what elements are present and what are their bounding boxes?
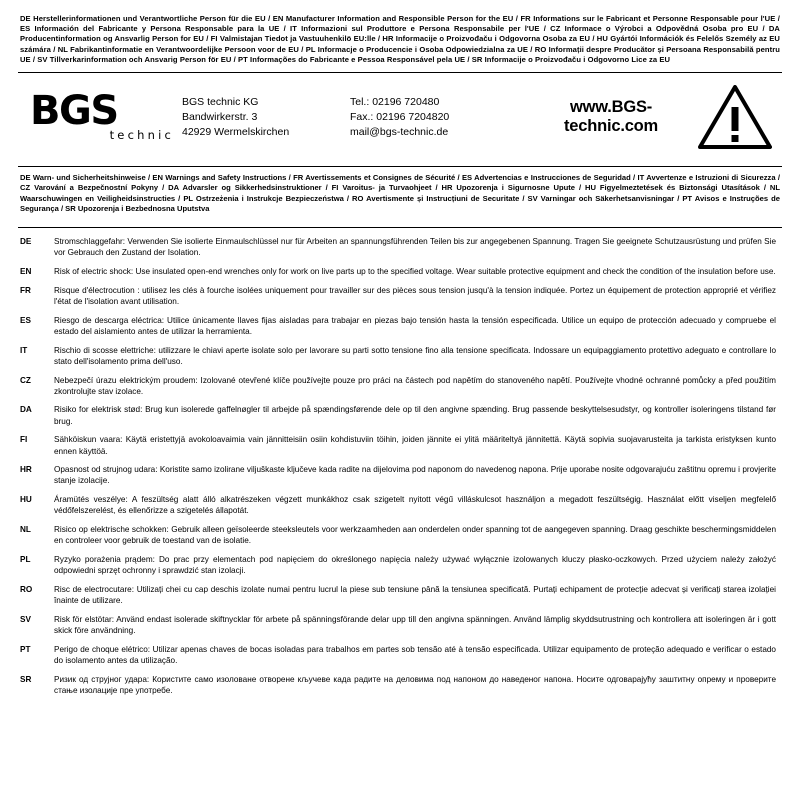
instruction-text: Rischio di scosse elettriche: utilizzare le chiavi aperte isolate solo per lavorare su parti sotto tensione fino alla tensione specificata. Indossare un equipaggiamento protettivo adeguato e controllare lo stato dell'isolamento prima dell'uso. — [54, 345, 776, 366]
instruction-text: Risc de electrocutare: Utilizați chei cu cap deschis izolate numai pentru lucrul la piese sub tensiune până la tensiunea specificată. Purtați echipament de protecție adecvat și verificați starea izolației înainte de utilizare. — [54, 584, 776, 606]
language-code: SV — [20, 614, 31, 624]
list-item — [20, 494, 780, 516]
language-code: NL — [20, 525, 31, 535]
language-code: IT — [20, 345, 28, 355]
list-item — [20, 375, 780, 397]
language-code: DA — [20, 405, 32, 415]
language-code: ES — [20, 315, 31, 325]
instruction-text: Risiko for elektrisk stød: Brug kun isolerede gaffelnøgler til arbejde på spændingsførende dele op til den angivne spænding. Brug passende beskyttelsesudstyr, og kontroller isoleringens tilstand før brug. — [54, 405, 776, 426]
list-item — [20, 614, 780, 636]
instruction-text: Risico op elektrische schokken: Gebruik alleen geïsoleerde steeksleutels voor werkzaamheden aan onderdelen onder spanning tot de aangegeven spanning. Draag geschikte beschermingsmiddelen en controleer voor gebruik de toestand van de isolatie. — [54, 525, 776, 546]
fax-line — [350, 110, 530, 125]
list-item — [20, 584, 780, 606]
language-code: CZ — [20, 375, 31, 385]
company-address — [182, 95, 350, 140]
instruction-text: Sähköiskun vaara: Käytä eristettyjä avokoloavaimia vain jännitteisiin osiin kohdistuviin töihin, joiden jännite ei ylitä määriteltyä jännitettä. Käytä sopivia suojavarusteita ja tarkista eristyksen kunto ennen käyttöä. — [54, 435, 776, 456]
bgs-logo — [22, 88, 182, 143]
instruction-text: Ризик од струјног удара: Користите само изоловане отворене кључеве када радите на деловима под напоном до наведеног напона. Носите одговарајућу заштитну опрему и проверите стање изолације пре употребе. — [54, 674, 776, 695]
list-item — [20, 674, 780, 696]
fax-label: Fax.: — [350, 110, 374, 123]
fax-value: 02196 7204820 — [376, 110, 450, 123]
company-city: 42929 Wermelskirchen — [182, 125, 290, 138]
language-code: FI — [20, 435, 28, 445]
instruction-text: Risque d'électrocution : utilisez les clés à fourche isolées uniquement pour travailler sur des pièces sous tension jusqu'à la tension indiquée. Portez un équipement de protection approprié et vérifiez l'état de l'isolation avant utilisation. — [54, 285, 776, 307]
instruction-text: Ryzyko porażenia prądem: Do prac przy elementach pod napięciem do określonego napięcia należy używać wyłącznie izolowanych kluczy płasko-oczkowych. Przed użyciem należy założyć odpowiedni sprzęt ochronny i sprawdzić stan izolacji. — [54, 554, 776, 576]
instruction-text: Áramütés veszélye: A feszültség alatt álló alkatrészeken végzett munkákhoz csak szigetelt nyitott végű villáskulcsot használjon a megadott feszültségig. Használat előtt viseljen megfelelő védőfelszerelést, és ellenőrizze a szigetelés állapotát. — [54, 495, 776, 516]
instruction-text: Riesgo de descarga eléctrica: Utilice únicamente llaves fijas aisladas para trabajar en piezas bajo tensión hasta la tensión especificada. Utilice un equipo de protección adecuado y compruebe el estado del aislamiento antes de utilizar la herramienta. — [54, 315, 776, 336]
instruction-text: Nebezpečí úrazu elektrickým proudem: Izolované otevřené klíče používejte pouze pro práci na částech pod napětím do stanoveného napětí. Používejte vhodné ochranné pomůcky a před použitím zkontrolujte stav izolace. — [54, 375, 776, 396]
warning-triangle-icon-cell — [692, 85, 778, 149]
instruction-text: Opasnost od strujnog udara: Koristite samo izolirane viljuškaste ključeve kada radite na dijelovima pod naponom do navedenog napona. Prije uporabe nosite odgovarajuću zaštitnu opremu i provjerite stanje izolacije. — [54, 465, 776, 486]
warnings-title-strip: DE Warn- und Sicherheitshinweise / EN Warnings and Safety Instructions / FR Avertissements et Consignes de Sécurité / ES Advertencias e Instrucciones de Seguridad / IT Avvertenze e Istruzioni di Sicurezza / CZ Varování a Bezpečnostní Pokyny / DA Advarsler og Sikkerhedsinstruktioner / FI Varoitus- ja Turvaohjeet / HR Upozorenja i Sigurnosne Upute / HU Figyelmeztetések és Biztonsági Utasítások / NL Waarschuwingen en Veiligheidsinstructies / PL Ostrzeżenia i Instrukcje Bezpieczeństwa / RO Avertismente și Instrucțiuni de Securitate / SV Varningar och Säkerhetsanvisningar / PT Avisos e Instruções de Segurança / SR Upozorenja i Bezbednosna Uputstva — [20, 173, 780, 213]
warning-triangle-icon — [698, 85, 772, 149]
instruction-list — [18, 228, 782, 696]
company-information-block — [18, 73, 782, 159]
language-code: SR — [20, 674, 32, 684]
list-item — [20, 236, 780, 258]
list-item — [20, 345, 780, 367]
list-item — [20, 464, 780, 486]
telephone-value: 02196 720480 — [372, 95, 440, 108]
company-contact — [350, 95, 530, 140]
email-address: mail@bgs-technic.de — [350, 125, 449, 138]
list-item — [20, 644, 780, 666]
logo-subtext: technic — [109, 128, 174, 143]
list-item — [20, 524, 780, 546]
instruction-text: Perigo de choque elétrico: Utilizar apenas chaves de bocas isoladas para trabalhos em partes sob tensão até à tensão especificada. Utilizar equipamento de proteção adequado e verificar o estado do isolamento antes da utilização. — [54, 644, 776, 665]
language-code: HR — [20, 465, 32, 475]
website-url: www.BGS-technic.com — [563, 98, 659, 136]
manufacturer-information-strip: DE Herstellerinformationen und Verantwortliche Person für die EU / EN Manufacturer Information and Responsible Person for the EU / FR Informations sur le Fabricant et Personne Responsable pour l'UE / ES Información del Fabricante y Persona Responsable para la UE / IT Informazioni sul Produttore e Persona Responsabile per l'UE / CZ Informace o Výrobci a Odpovědná Osoba pro EU / DA Producentinformation og Ansvarlig Person for EU / FI Valmistajan Tiedot ja Vastuuhenkilö EU:lle / HR Informacije o Proizvođaču i Odgovorna Osoba za EU / HU Gyártói Információk és Felelős Személy az EU számára / NL Fabrikantinformatie en Verantwoordelijke Persoon voor de EU / PL Informacje o Producencie i Osoba Odpowiedzialna za UE / RO Informații despre Producător și Persoana Responsabilă pentru UE / SV Tillverkarinformation och Ansvarig Person för EU / PT Informações do Fabricante e Pessoa Responsável pela UE / SR Informacije o Proizvođaču i Odgovorno Lice za EU — [20, 14, 780, 64]
list-item — [20, 554, 780, 576]
telephone-label: Tel.: — [350, 95, 370, 108]
list-item — [20, 315, 780, 337]
language-code: PL — [20, 554, 31, 564]
language-code: DE — [20, 237, 32, 247]
logo-wordmark: BGS — [30, 88, 118, 135]
telephone-line — [350, 95, 530, 110]
list-item — [20, 404, 780, 426]
language-code: HU — [20, 495, 32, 505]
list-item — [20, 285, 780, 307]
company-street: Bandwirkerstr. 3 — [182, 110, 258, 123]
instruction-text: Risk of electric shock: Use insulated open-end wrenches only for work on live parts up to the specified voltage. Wear suitable protective equipment and check the condition of the insulation before use. — [54, 267, 776, 277]
list-item — [20, 266, 780, 277]
language-code: EN — [20, 267, 32, 277]
list-item — [20, 434, 780, 456]
instruction-text: Stromschlaggefahr: Verwenden Sie isolierte Einmaulschlüssel nur für Arbeiten an spannungsführenden Teilen bis zur angegebenen Spannung. Tragen Sie geeignete Schutzausrüstung und prüfen Sie vor Gebrauch den Zustand der Isolation. — [54, 237, 776, 258]
language-code: FR — [20, 285, 31, 295]
language-code: RO — [20, 584, 33, 594]
company-name: BGS technic KG — [182, 95, 259, 108]
language-code: PT — [20, 644, 31, 654]
instruction-text: Risk för elstötar: Använd endast isolerade skiftnycklar för arbete på spänningsförande delar upp till den angivna spänningen. Använd lämplig skyddsutrustning och kontrollera att isoleringen är i gott skick före användning. — [54, 614, 776, 635]
